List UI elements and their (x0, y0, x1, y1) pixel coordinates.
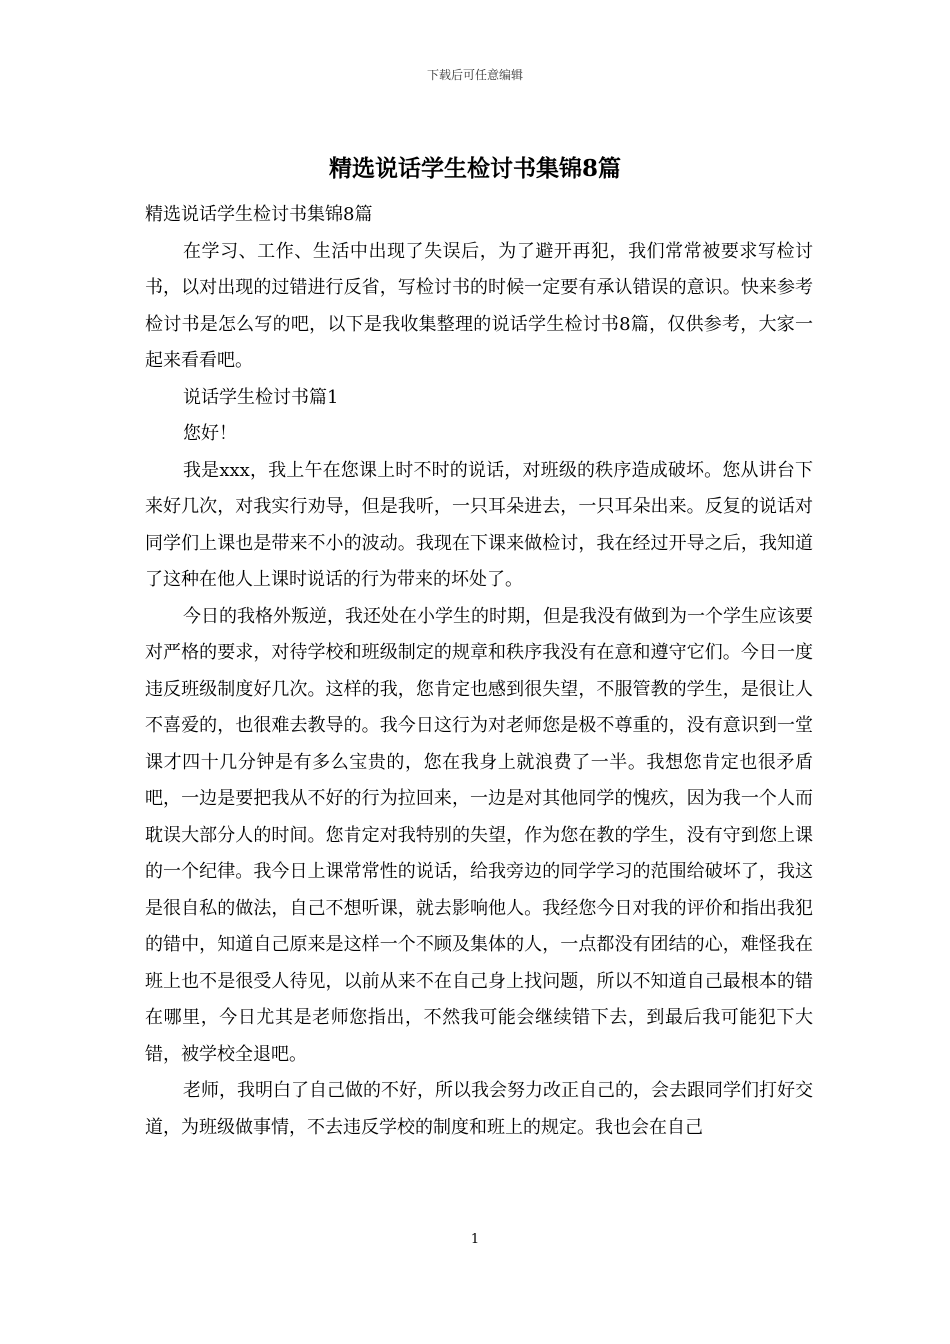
greeting-paragraph: 您好！ (183, 423, 237, 444)
body-paragraph: 老师，我明白了自己做的不好，所以我会努力改正自己的，会去跟同学们打好交道，为班级做事情，不去违反学校的制度和班上的规定。我也会在自己 (145, 1080, 813, 1138)
section-heading: 说话学生检讨书篇1 (183, 386, 339, 408)
header-note: 下载后可任意编辑 (426, 68, 523, 82)
document-body (145, 197, 813, 1146)
page-number: 1 (470, 1232, 480, 1247)
body-paragraph: 今日的我格外叛逆，我还处在小学生的时期，但是我没有做到为一个学生应该要对严格的要求，对待学校和班级制定的规章和秩序我没有在意和遵守它们。今日一度违反班级制度好几次。这样的我，您肯定也感到很失望，不服管教的学生，是很让人不喜爱的，也很难去教导的。我今日这行为对老师您是极不尊重的，没有意识到一堂课才四十几分钟是有多么宝贵的，您在我身上就浪费了一半。我想您肯定也很矛盾吧，一边是要把我从不好的行为拉回来，一边是对其他同学的愧疚，因为我一个人而耽误大部分人的时间。您肯定对我特别的失望，作为您在教的学生，没有守到您上课的一个纪律。我今日上课常常性的说话，给我旁边的同学学习的范围给破坏了，我这是很自私的做法，自己不想听课，就去影响他人。我经您今日对我的评价和指出我犯的错中，知道自己原来是这样一个不顾及集体的人，一点都没有团结的心，难怪我在班上也不是很受人待见，以前从来不在自己身上找问题，所以不知道自己最根本的错在哪里，今日尤其是老师您指出，不然我可能会继续错下去，到最后我可能犯下大错，被学校全退吧。 (145, 605, 813, 1065)
body-paragraph: 我是xxx，我上午在您课上时不时的说话，对班级的秩序造成破坏。您从讲台下来好几次，对我实行劝导，但是我听，一只耳朵进去，一只耳朵出来。反复的说话对同学们上课也是带来不小的波动。我现在下课来做检讨，我在经过开导之后，我知道了这种在他人上课时说话的行为带来的坏处了。 (145, 459, 813, 590)
subtitle-paragraph: 精选说话学生检讨书集锦8篇 (145, 204, 373, 225)
intro-paragraph: 在学习、工作、生活中出现了失误后，为了避开再犯，我们常常被要求写检讨书，以对出现的过错进行反省，写检讨书的时候一定要有承认错误的意识。快来参考检讨书是怎么写的吧，以下是我收集整理的说话学生检讨书8篇，仅供参考，大家一起来看看吧。 (145, 240, 813, 371)
document-title: 精选说话学生检讨书集锦8篇 (328, 155, 621, 182)
